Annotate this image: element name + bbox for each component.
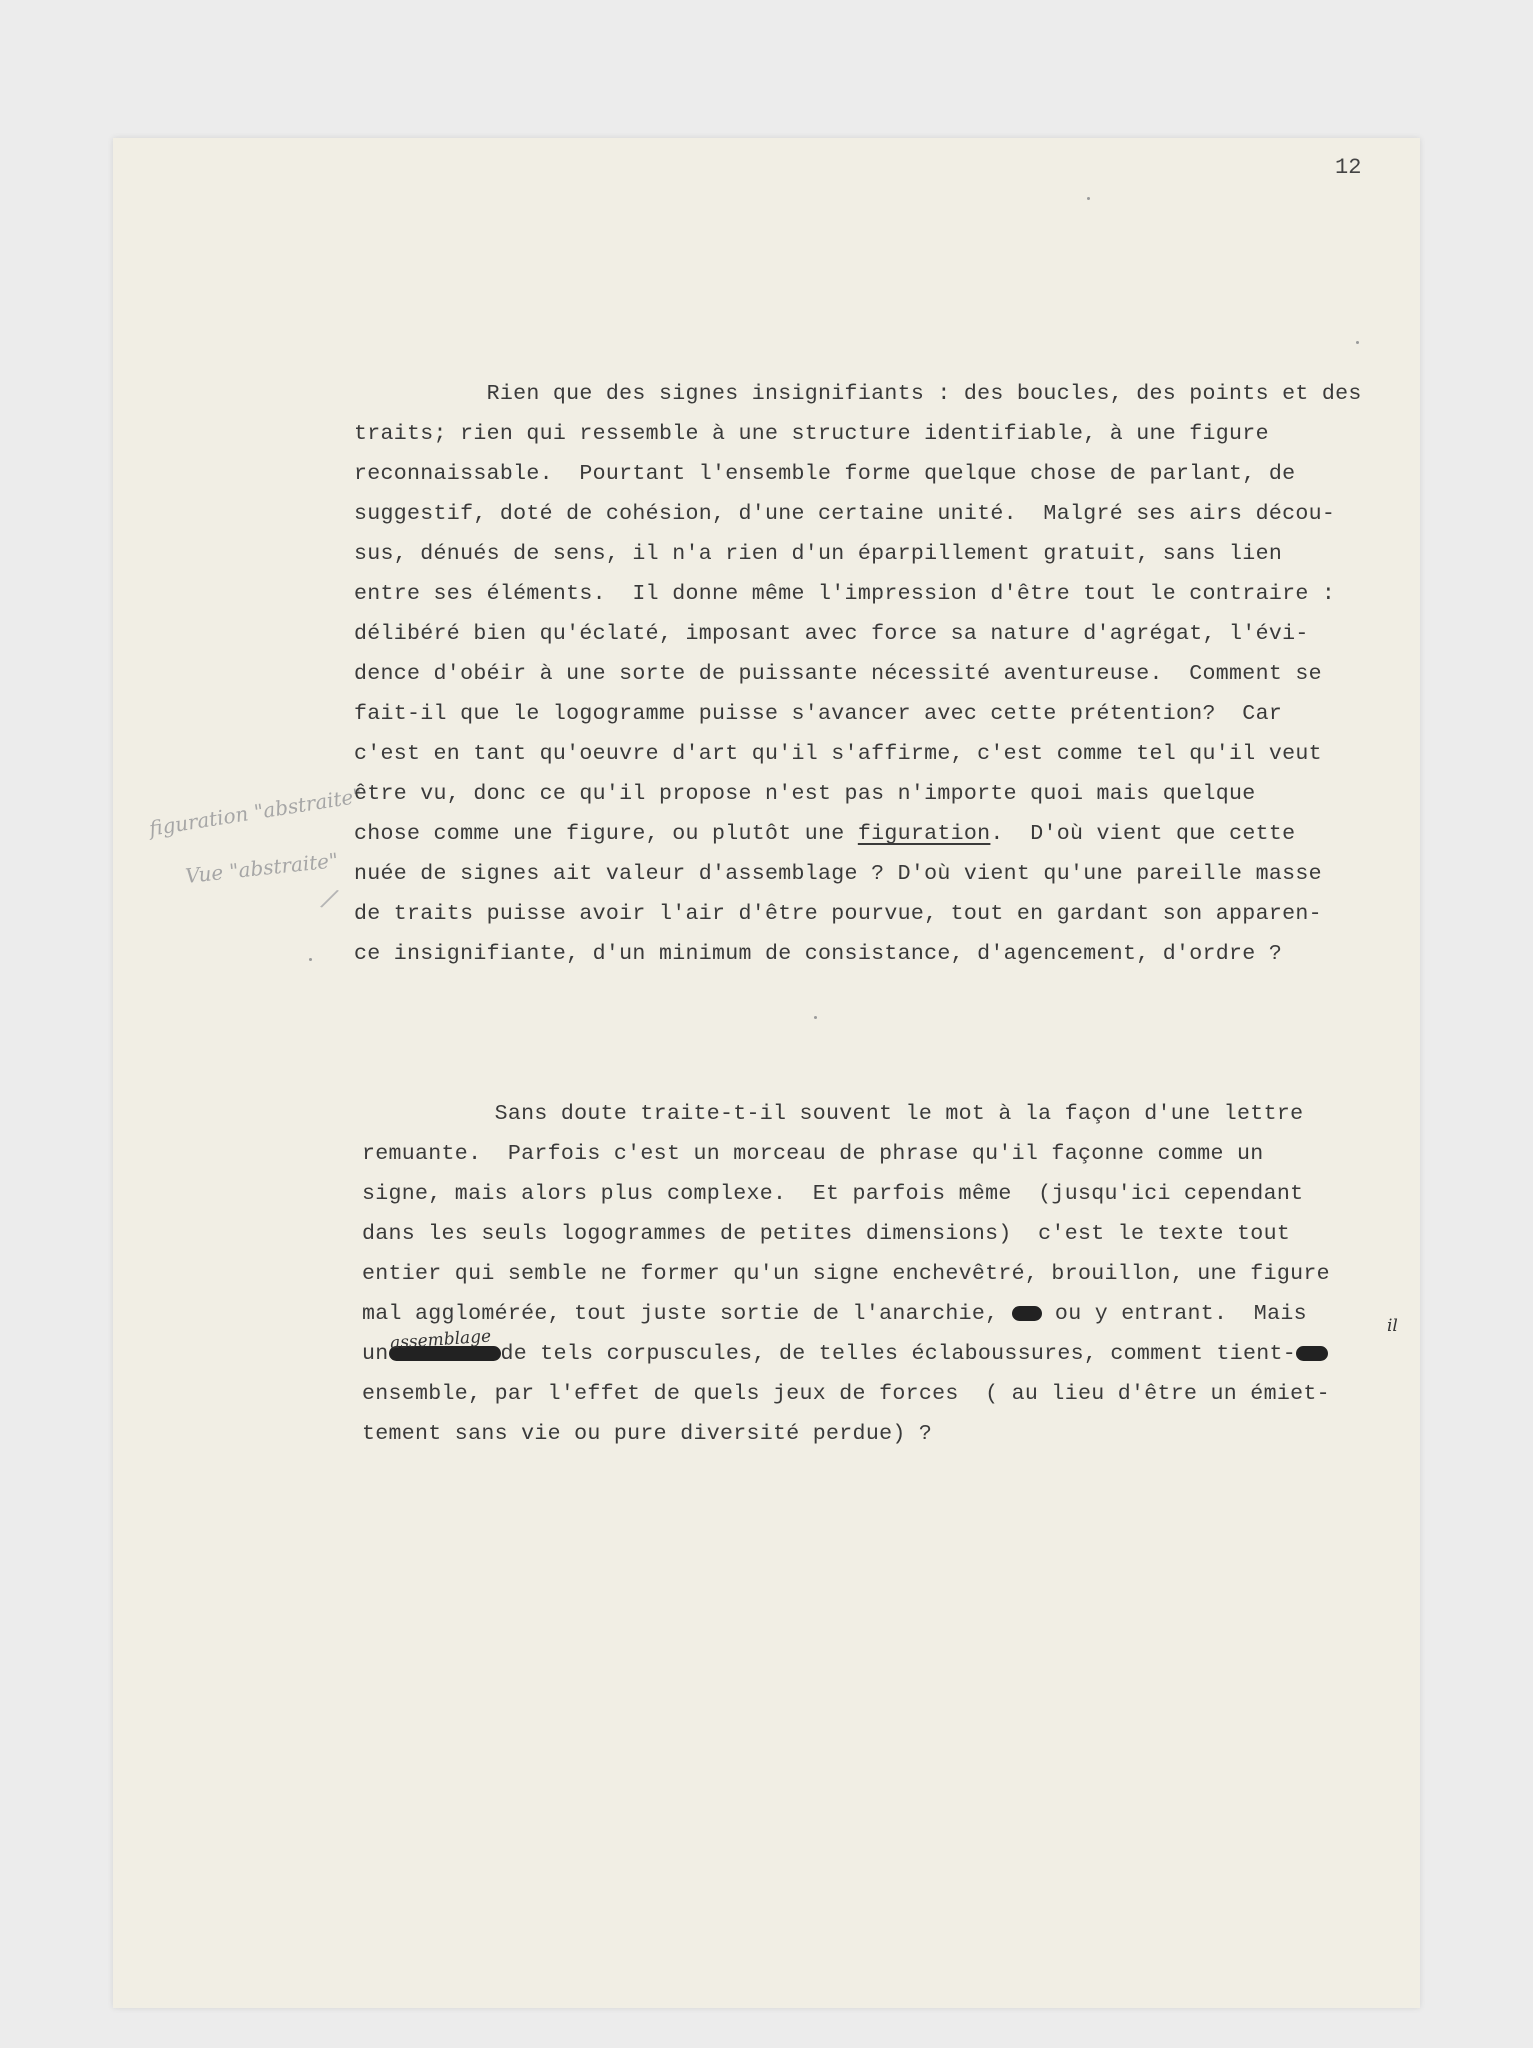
- text-line: de traits puisse avoir l'air d'être pourvue, tout en gardant son apparen-: [354, 902, 1322, 926]
- text-line: tement sans vie ou pure diversité perdue) ?: [362, 1422, 933, 1446]
- text-line: fait-il que le logogramme puisse s'avancer avec cette prétention? Car: [354, 702, 1283, 726]
- redaction-mark: [1012, 1306, 1042, 1321]
- text-line: Rien que des signes insignifiants : des boucles, des points et des: [354, 382, 1362, 406]
- text-line: être vu, donc ce qu'il propose n'est pas n'importe quoi mais quelque: [354, 782, 1256, 806]
- text-line: dence d'obéir à une sorte de puissante nécessité aventureuse. Comment se: [354, 662, 1322, 686]
- paper-speck: [814, 1016, 817, 1019]
- text-line: c'est en tant qu'oeuvre d'art qu'il s'affirme, c'est comme tel qu'il veut: [354, 742, 1322, 766]
- text-fragment: de tels corpuscules, de telles éclaboussures, comment tient-: [500, 1342, 1297, 1366]
- text-fragment: ou y entrant. Mais: [1041, 1302, 1307, 1326]
- text-line: [362, 1302, 1307, 1342]
- paper-speck: [309, 958, 312, 961]
- text-line: entre ses éléments. Il donne même l'impression d'être tout le contraire :: [354, 582, 1336, 606]
- text-line: traits; rien qui ressemble à une structure identifiable, à une figure: [354, 422, 1269, 446]
- text-fragment: mal agglomérée, tout juste sortie de l'anarchie,: [362, 1302, 1012, 1326]
- underlined-word: figuration: [857, 822, 991, 846]
- handwritten-correction-il: il: [1387, 1316, 1398, 1336]
- text-line: entier qui semble ne former qu'un signe enchevêtré, brouillon, une figure: [362, 1262, 1330, 1286]
- text-line: sus, dénués de sens, il n'a rien d'un éparpillement gratuit, sans lien: [354, 542, 1283, 566]
- handwritten-correction-assemblage: assemblage: [389, 1326, 492, 1354]
- text-line: suggestif, doté de cohésion, d'une certaine unité. Malgré ses airs décou-: [354, 502, 1336, 526]
- paper-speck: [1356, 341, 1359, 344]
- margin-note-vue: Vue "abstraite": [184, 848, 340, 888]
- text-fragment: . D'où vient que cette: [990, 822, 1296, 846]
- text-line: reconnaissable. Pourtant l'ensemble forme quelque chose de parlant, de: [354, 462, 1296, 486]
- paragraph-2: [362, 1102, 1420, 1462]
- paragraph-1: [354, 382, 1420, 982]
- page-number: 12: [1335, 155, 1362, 180]
- text-line: ce insignifiante, d'un minimum de consistance, d'agencement, d'ordre ?: [354, 942, 1283, 966]
- text-line: signe, mais alors plus complexe. Et parfois même (jusqu'ici cependant: [362, 1182, 1304, 1206]
- text-line: remuante. Parfois c'est un morceau de phrase qu'il façonne comme un: [362, 1142, 1264, 1166]
- text-line: [354, 822, 1295, 862]
- text-line: nuée de signes ait valeur d'assemblage ? D'où vient qu'une pareille masse: [354, 862, 1322, 886]
- text-line: dans les seuls logogrammes de petites dimensions) c'est le texte tout: [362, 1222, 1291, 1246]
- redaction-mark: [1296, 1346, 1328, 1361]
- text-line: [362, 1342, 1328, 1382]
- text-fragment: chose comme une figure, ou plutôt une: [354, 822, 858, 846]
- margin-note-figuration: figuration "abstraite": [147, 783, 364, 841]
- text-fragment: un: [362, 1342, 389, 1366]
- margin-note-mark: /: [320, 883, 339, 915]
- text-line: Sans doute traite-t-il souvent le mot à la façon d'une lettre: [362, 1102, 1304, 1126]
- text-line: ensemble, par l'effet de quels jeux de forces ( au lieu d'être un émiet-: [362, 1382, 1330, 1406]
- paper-speck: [1087, 197, 1090, 200]
- text-line: délibéré bien qu'éclaté, imposant avec force sa nature d'agrégat, l'évi-: [354, 622, 1309, 646]
